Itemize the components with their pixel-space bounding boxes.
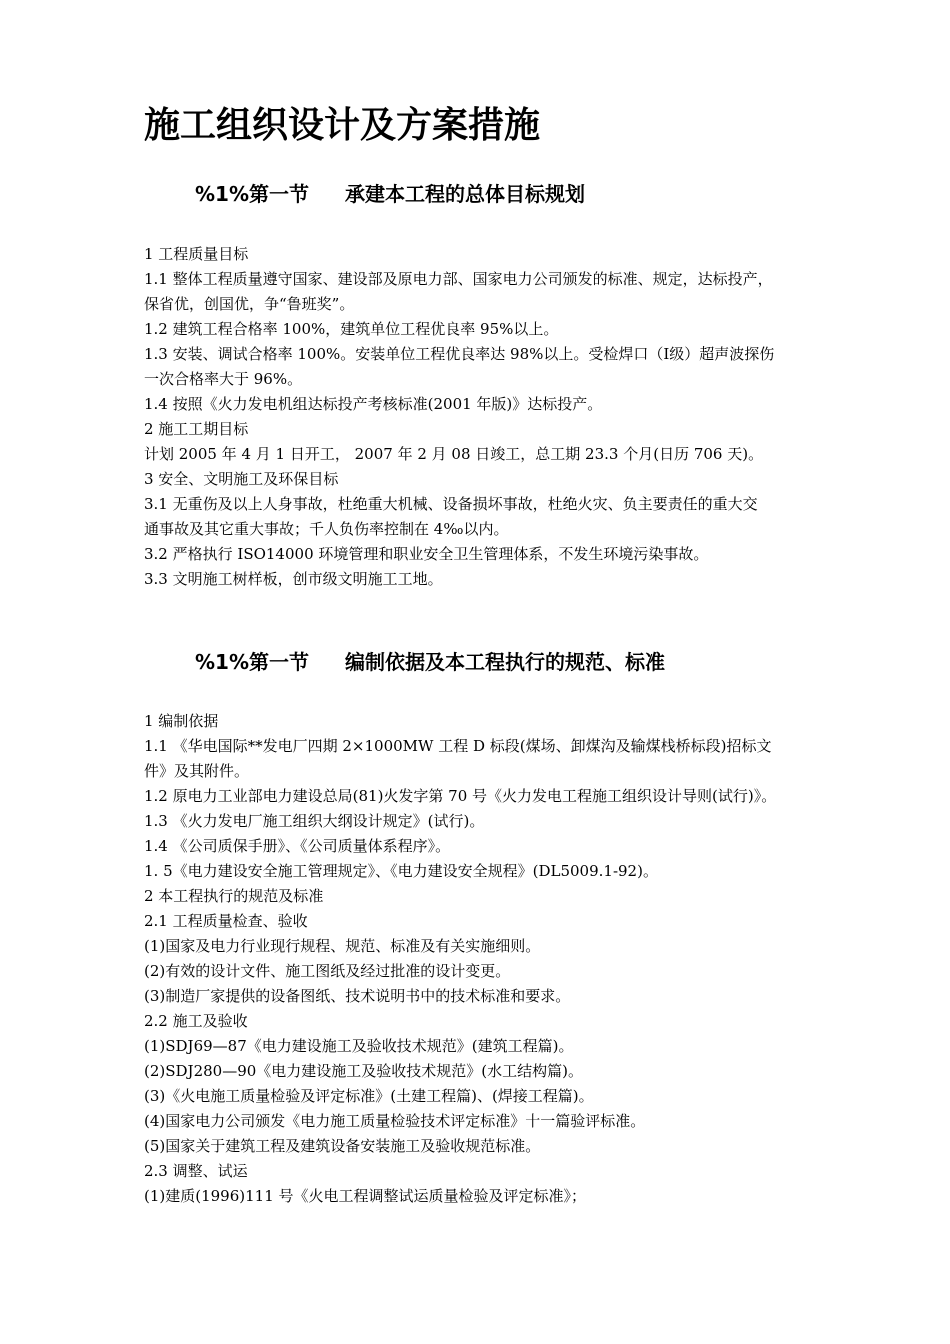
section-heading-2	[195, 646, 665, 678]
paragraph-line: 1.3 《火力发电厂施工组织大纲设计规定》(试行)。	[144, 812, 485, 830]
paragraph-line: 1.1 整体工程质量遵守国家、建设部及原电力部、国家电力公司颁发的标准、规定，达标投产，	[144, 270, 773, 288]
paragraph-line: 1.4 《公司质保手册》、《公司质量体系程序》。	[144, 837, 451, 855]
paragraph-line: 1.1 《华电国际**发电厂四期 2×1000MW 工程 D 标段(煤场、卸煤沟及输煤栈桥标段)招标文	[144, 737, 772, 755]
paragraph-line: 1. 5《电力建设安全施工管理规定》、《电力建设安全规程》(DL5009.1-92)。	[144, 862, 658, 880]
paragraph-line: (1)SDJ69—87《电力建设施工及验收技术规范》(建筑工程篇)。	[144, 1037, 574, 1055]
paragraph-line: 保省优，创国优，争“鲁班奖”。	[144, 295, 355, 313]
paragraph-line: 计划 2005 年 4 月 1 日开工， 2007 年 2 月 08 日竣工，总工期 23.3 个月(日历 706 天)。	[144, 445, 764, 463]
section-title: 承建本工程的总体目标规划	[345, 182, 585, 206]
paragraph-line: 3.3 文明施工树样板，创市级文明施工工地。	[144, 570, 443, 588]
paragraph-line: (2)SDJ280—90《电力建设施工及验收技术规范》(水工结构篇)。	[144, 1062, 583, 1080]
paragraph-line: (1)国家及电力行业现行规程、规范、标准及有关实施细则。	[144, 937, 541, 955]
paragraph-line: 3.2 严格执行 ISO14000 环境管理和职业安全卫生管理体系，不发生环境污染事故。	[144, 545, 709, 563]
paragraph-line: 一次合格率大于 96%。	[144, 370, 303, 388]
paragraph-line: 2 本工程执行的规范及标准	[144, 887, 324, 905]
paragraph-line: 1.2 建筑工程合格率 100%，建筑单位工程优良率 95%以上。	[144, 320, 559, 338]
section-heading-1	[195, 178, 585, 210]
paragraph-line: 通事故及其它重大事故；千人负伤率控制在 4‰以内。	[144, 520, 509, 538]
paragraph-line: 1 工程质量目标	[144, 245, 249, 263]
paragraph-line: 1.4 按照《火力发电机组达标投产考核标准(2001 年版)》达标投产。	[144, 395, 603, 413]
paragraph-line: 件》及其附件。	[144, 762, 250, 780]
paragraph-line: 2.2 施工及验收	[144, 1012, 248, 1030]
paragraph-line: 1.2 原电力工业部电力建设总局(81)火发字第 70 号《火力发电工程施工组织设计导则(试行)》。	[144, 787, 777, 805]
paragraph-line: 3.1 无重伤及以上人身事故，杜绝重大机械、设备损坏事故，杜绝火灾、负主要责任的重大交	[144, 495, 758, 513]
section-title: 编制依据及本工程执行的规范、标准	[345, 650, 665, 674]
paragraph-line: 1.3 安装、调试合格率 100%。安装单位工程优良率达 98%以上。受检焊口（Ⅰ级）超声波探伤	[144, 345, 775, 363]
paragraph-line: (3)制造厂家提供的设备图纸、技术说明书中的技术标准和要求。	[144, 987, 571, 1005]
section-number: %1%第一节	[195, 650, 309, 674]
paragraph-line: 1 编制依据	[144, 712, 219, 730]
paragraph-line: (3)《火电施工质量检验及评定标准》(土建工程篇)、(焊接工程篇)。	[144, 1087, 594, 1105]
paragraph-line: (5)国家关于建筑工程及建筑设备安装施工及验收规范标准。	[144, 1137, 541, 1155]
section-number: %1%第一节	[195, 182, 309, 206]
section-1-body	[144, 242, 814, 592]
paragraph-line: 2.3 调整、试运	[144, 1162, 248, 1180]
paragraph-line: 2 施工工期目标	[144, 420, 249, 438]
document-title: 施工组织设计及方案措施	[144, 105, 541, 146]
paragraph-line: (4)国家电力公司颁发《电力施工质量检验技术评定标准》十一篇验评标准。	[144, 1112, 646, 1130]
paragraph-line: (1)建质(1996)111 号《火电工程调整试运质量检验及评定标准》；	[144, 1187, 587, 1205]
paragraph-line: (2)有效的设计文件、施工图纸及经过批准的设计变更。	[144, 962, 511, 980]
section-2-body	[144, 709, 814, 1209]
paragraph-line: 3 安全、文明施工及环保目标	[144, 470, 339, 488]
paragraph-line: 2.1 工程质量检查、验收	[144, 912, 308, 930]
